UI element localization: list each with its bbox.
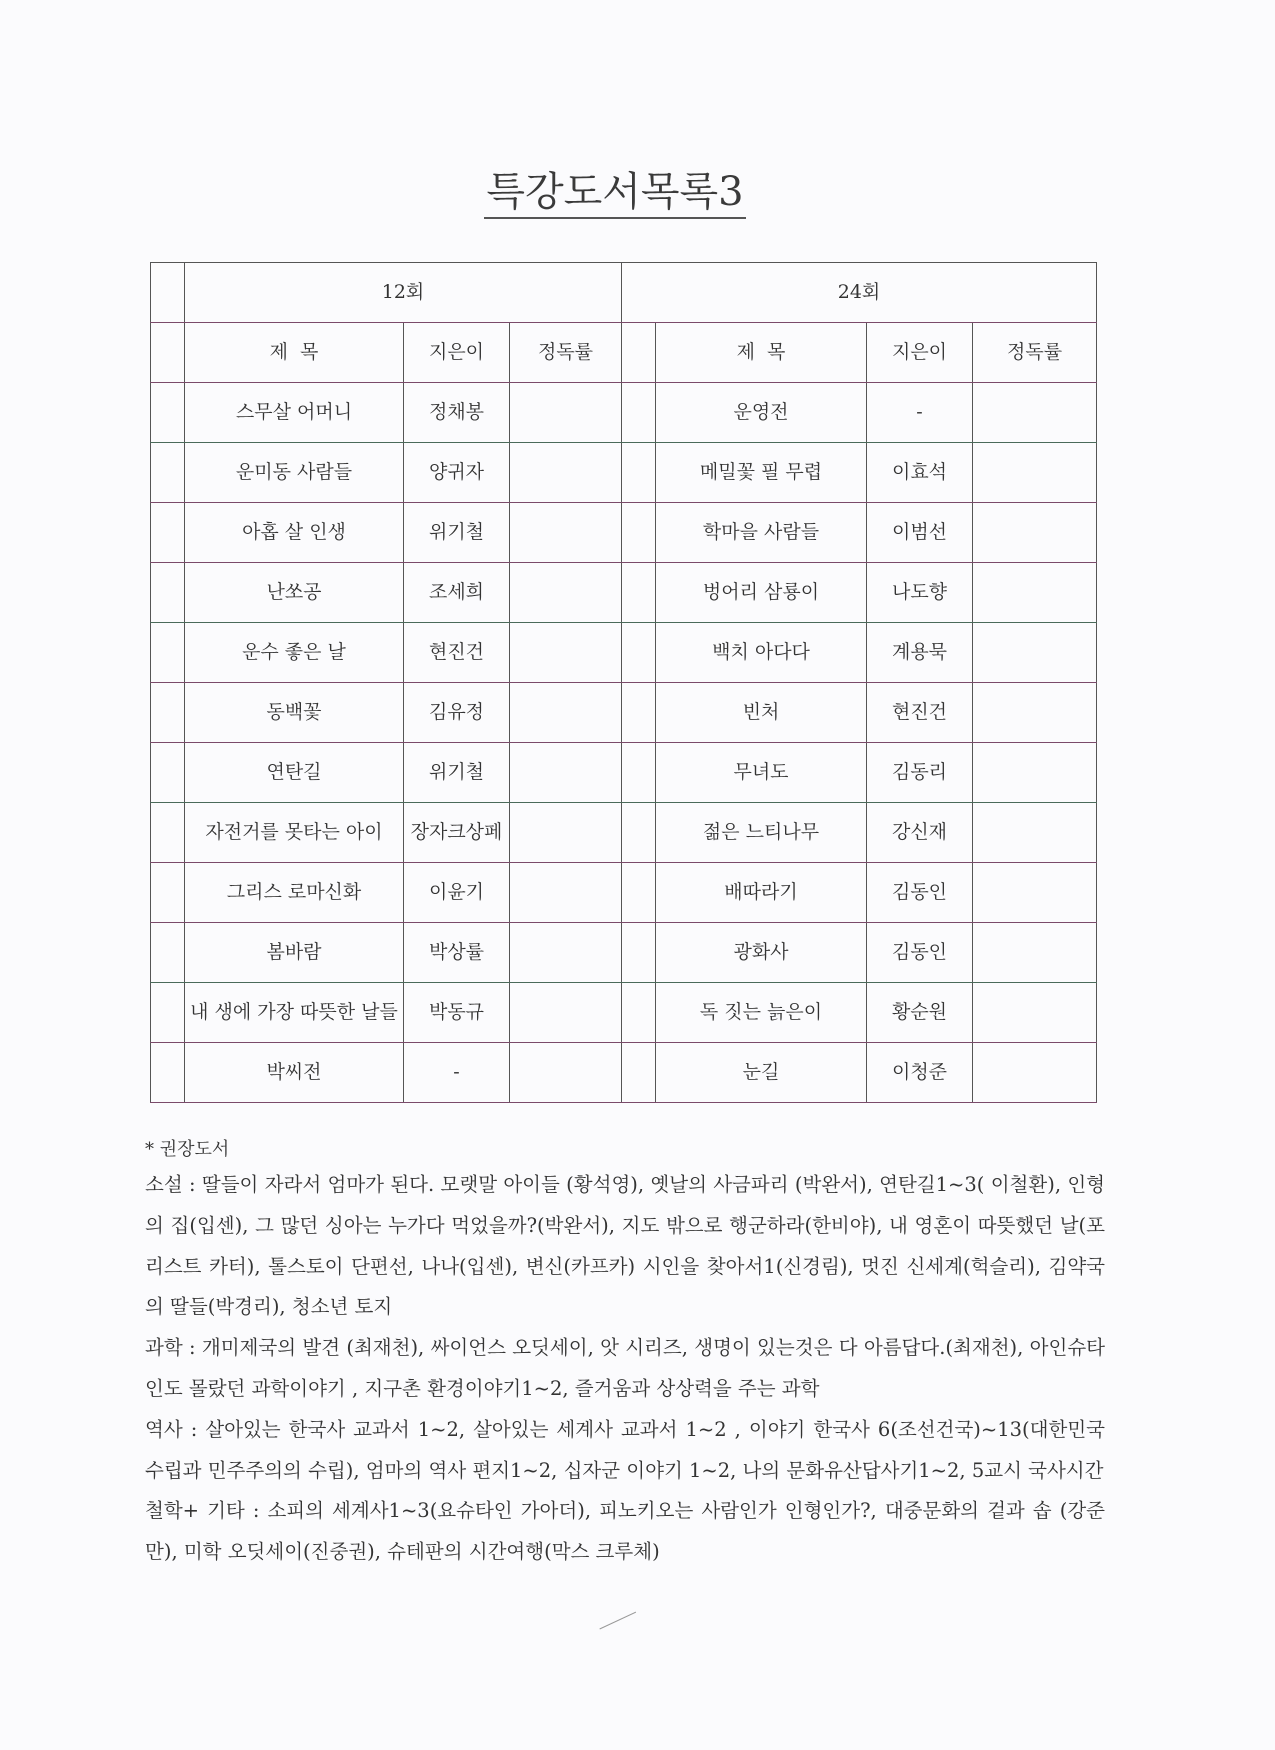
blank-cell	[151, 263, 185, 323]
reading-rate-right	[973, 443, 1097, 503]
column-header-rate: 정독률	[973, 323, 1097, 383]
book-author-left: 양귀자	[404, 443, 510, 503]
book-title-right: 무녀도	[656, 743, 867, 803]
blank-cell	[151, 863, 185, 923]
blank-cell	[622, 503, 656, 563]
reading-rate-left	[510, 983, 622, 1043]
group-header-row	[151, 263, 1097, 323]
book-title-left: 봄바람	[185, 923, 404, 983]
book-title-right: 학마을 사람들	[656, 503, 867, 563]
table-row	[151, 983, 1097, 1043]
blank-cell	[151, 623, 185, 683]
book-author-right: 김동인	[867, 923, 973, 983]
reading-rate-left	[510, 743, 622, 803]
blank-cell	[622, 563, 656, 623]
book-title-right: 젊은 느티나무	[656, 803, 867, 863]
book-title-left: 연탄길	[185, 743, 404, 803]
table-row	[151, 923, 1097, 983]
book-list-body	[151, 263, 1097, 1103]
book-title-right: 운영전	[656, 383, 867, 443]
blank-cell	[151, 683, 185, 743]
book-author-right: 김동인	[867, 863, 973, 923]
book-author-right: 이청준	[867, 1043, 973, 1103]
reading-rate-right	[973, 683, 1097, 743]
blank-cell	[151, 503, 185, 563]
book-author-right: 이효석	[867, 443, 973, 503]
blank-cell	[622, 443, 656, 503]
book-author-right: 나도향	[867, 563, 973, 623]
reading-rate-left	[510, 923, 622, 983]
recommended-history: 역사 : 살아있는 한국사 교과서 1~2, 살아있는 세계사 교과서 1~2 , 이야기 한국사 6(조선건국)~13(대한민국 수립과 민주주의의 수립), 엄마의 역사 편지1~2, 십자군 이야기 1~2, 나의 문화유산답사기1~2, 5교시 국사시간	[145, 1417, 1105, 1482]
reading-rate-right	[973, 923, 1097, 983]
reading-rate-right	[973, 1043, 1097, 1103]
column-header-row	[151, 323, 1097, 383]
blank-cell	[151, 923, 185, 983]
reading-rate-left	[510, 803, 622, 863]
reading-rate-left	[510, 503, 622, 563]
book-author-left: 김유정	[404, 683, 510, 743]
book-author-left: 박동규	[404, 983, 510, 1043]
blank-cell	[622, 863, 656, 923]
reading-rate-left	[510, 863, 622, 923]
book-author-right: 김동리	[867, 743, 973, 803]
book-title-left: 난쏘공	[185, 563, 404, 623]
blank-cell	[151, 803, 185, 863]
book-title-left: 동백꽃	[185, 683, 404, 743]
book-title-left: 그리스 로마신화	[185, 863, 404, 923]
column-header-rate: 정독률	[510, 323, 622, 383]
book-author-right: 현진건	[867, 683, 973, 743]
group-header-left: 12회	[185, 263, 622, 323]
book-author-right: 강신재	[867, 803, 973, 863]
blank-cell	[151, 563, 185, 623]
table-row	[151, 803, 1097, 863]
reading-rate-right	[973, 743, 1097, 803]
page-title	[0, 160, 1230, 217]
book-title-right: 벙어리 삼룡이	[656, 563, 867, 623]
book-title-right: 빈처	[656, 683, 867, 743]
reading-rate-left	[510, 443, 622, 503]
book-title-right: 백치 아다다	[656, 623, 867, 683]
blank-cell	[151, 323, 185, 383]
book-title-left: 자전거를 못타는 아이	[185, 803, 404, 863]
recommended-novels: 소설 : 딸들이 자라서 엄마가 된다. 모랫말 아이들 (황석영), 옛날의 사금파리 (박완서), 연탄길1~3( 이철환), 인형의 집(입센), 그 많던 싱아는 누가다 먹었을까?(박완서), 지도 밖으로 행군하라(한비야), 내 영혼이 따뜻했던 날(포리스트 카터), 톨스토이 단편선, 나나(입센), 변신(카프카) 시인을 찾아서1(신경림), 멋진 신세계(헉슬리), 김약국의 딸들(박경리), 청소년 토지	[145, 1173, 1105, 1319]
blank-cell	[151, 383, 185, 443]
table-row	[151, 503, 1097, 563]
table-row	[151, 443, 1097, 503]
reading-rate-left	[510, 383, 622, 443]
reading-rate-right	[973, 803, 1097, 863]
blank-cell	[622, 743, 656, 803]
blank-cell	[622, 923, 656, 983]
recommended-science: 과학 : 개미제국의 발견 (최재천), 싸이언스 오딧세이, 앗 시리즈, 생명이 있는것은 다 아름답다.(최재천), 아인슈타인도 몰랐던 과학이야기 , 지구촌 환경이야기1~2, 즐거움과 상상력을 주는 과학	[145, 1336, 1105, 1400]
book-title-left: 스무살 어머니	[185, 383, 404, 443]
book-author-left: 조세희	[404, 563, 510, 623]
recommended-heading: * 권장도서	[145, 1139, 230, 1160]
book-list-table	[150, 262, 1097, 1103]
reading-rate-left	[510, 563, 622, 623]
book-author-left: 장자크상페	[404, 803, 510, 863]
blank-cell	[622, 803, 656, 863]
blank-cell	[151, 983, 185, 1043]
table-row	[151, 863, 1097, 923]
reading-rate-right	[973, 983, 1097, 1043]
book-author-left: -	[404, 1043, 510, 1103]
blank-cell	[622, 683, 656, 743]
reading-rate-right	[973, 503, 1097, 563]
table-row	[151, 383, 1097, 443]
book-author-left: 현진건	[404, 623, 510, 683]
book-author-right: -	[867, 383, 973, 443]
reading-rate-right	[973, 623, 1097, 683]
book-title-right: 배따라기	[656, 863, 867, 923]
book-author-right: 계용묵	[867, 623, 973, 683]
table-row	[151, 563, 1097, 623]
book-title-left: 아홉 살 인생	[185, 503, 404, 563]
blank-cell	[622, 323, 656, 383]
book-author-right: 황순원	[867, 983, 973, 1043]
table-row	[151, 683, 1097, 743]
reading-rate-right	[973, 563, 1097, 623]
page-title-text: 특강도서목록3	[484, 169, 745, 219]
book-title-left: 운수 좋은 날	[185, 623, 404, 683]
blank-cell	[151, 1043, 185, 1103]
book-title-right: 독 짓는 늙은이	[656, 983, 867, 1043]
reading-rate-left	[510, 623, 622, 683]
blank-cell	[622, 983, 656, 1043]
recommended-philosophy: 철학+ 기타 : 소피의 세계사1~3(요슈타인 가아더), 피노키오는 사람인가 인형인가?, 대중문화의 겉과 솝 (강준만), 미학 오딧세이(진중권), 슈테판의 시간여행(막스 크루체)	[145, 1499, 1105, 1564]
book-author-left: 위기철	[404, 503, 510, 563]
book-author-left: 정채봉	[404, 383, 510, 443]
table-row	[151, 743, 1097, 803]
book-title-left: 운미동 사람들	[185, 443, 404, 503]
book-title-left: 박씨전	[185, 1043, 404, 1103]
column-header-author: 지은이	[404, 323, 510, 383]
blank-cell	[151, 743, 185, 803]
reading-rate-right	[973, 383, 1097, 443]
column-header-title: 제 목	[185, 323, 404, 383]
column-header-author: 지은이	[867, 323, 973, 383]
reading-rate-right	[973, 863, 1097, 923]
blank-cell	[622, 623, 656, 683]
column-header-title: 제 목	[656, 323, 867, 383]
group-header-right: 24회	[622, 263, 1097, 323]
reading-rate-left	[510, 1043, 622, 1103]
book-title-right: 광화사	[656, 923, 867, 983]
table-row	[151, 623, 1097, 683]
book-title-right: 눈길	[656, 1043, 867, 1103]
table-row	[151, 1043, 1097, 1103]
book-title-right: 메밀꽃 필 무렵	[656, 443, 867, 503]
book-author-left: 위기철	[404, 743, 510, 803]
blank-cell	[151, 443, 185, 503]
book-author-right: 이범선	[867, 503, 973, 563]
reading-rate-left	[510, 683, 622, 743]
recommended-books	[145, 1135, 1105, 1573]
book-author-left: 박상률	[404, 923, 510, 983]
book-author-left: 이윤기	[404, 863, 510, 923]
book-title-left: 내 생에 가장 따뜻한 날들	[185, 983, 404, 1043]
pen-mark	[599, 1612, 636, 1631]
blank-cell	[622, 1043, 656, 1103]
blank-cell	[622, 383, 656, 443]
